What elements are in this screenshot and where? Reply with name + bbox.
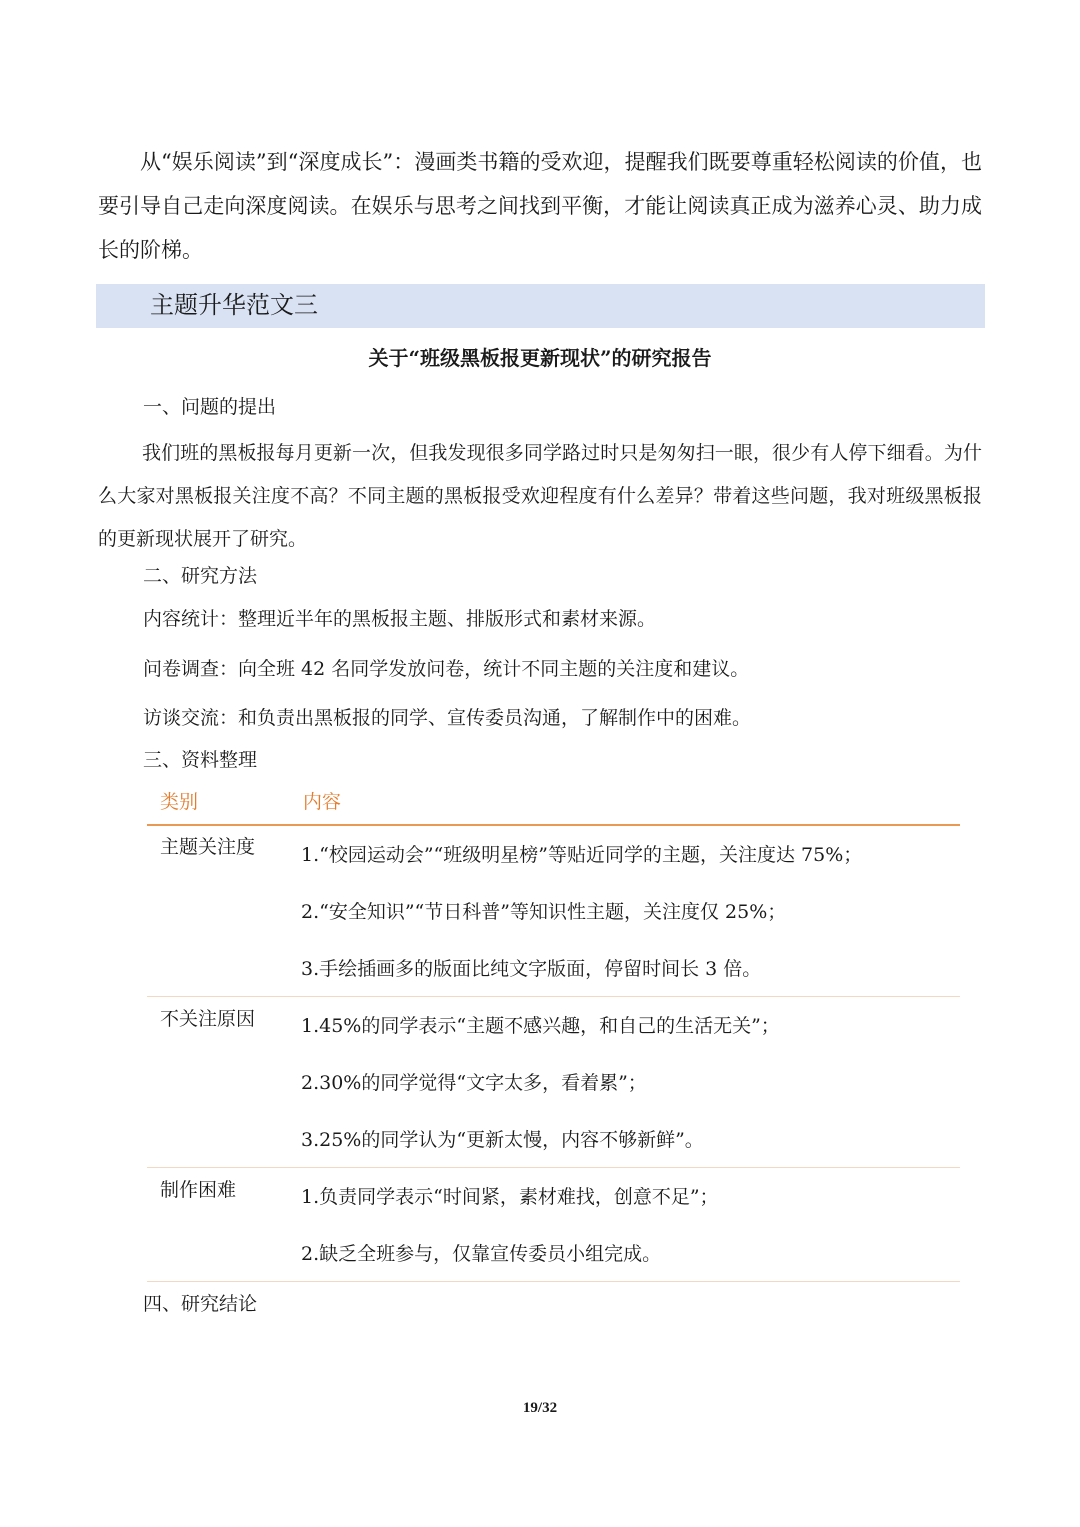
section-heading-method: 二、研究方法: [143, 565, 258, 587]
table-item: 1.“校园运动会”“班级明星榜”等贴近同学的主题，关注度达 75%；: [301, 844, 863, 866]
page-number: 19/32: [522, 1400, 558, 1416]
method-item: 访谈交流：和负责出黑板报的同学、宣传委员沟通，了解制作中的困难。: [143, 707, 752, 729]
table-item: 2.缺乏全班参与，仅靠宣传委员小组完成。: [301, 1243, 662, 1265]
table-item: 1.负责同学表示“时间紧，素材难找，创意不足”；: [301, 1186, 719, 1208]
section-heading-conclusion: 四、研究结论: [143, 1293, 258, 1315]
table-header-rule: [147, 824, 960, 826]
report-title: 关于“班级黑板报更新现状”的研究报告: [368, 346, 712, 370]
section-banner-title: 主题升华范文三: [150, 291, 318, 319]
section-banner: [96, 284, 985, 328]
table-item: 3.手绘插画多的版面比纯文字版面，停留时间长 3 倍。: [301, 958, 762, 980]
method-item: 问卷调查：向全班 42 名同学发放问卷，统计不同主题的关注度和建议。: [143, 658, 750, 680]
section-heading-problem: 一、问题的提出: [143, 396, 277, 418]
table-category: 不关注原因: [160, 1008, 256, 1030]
table-row-divider: [147, 1167, 960, 1168]
table-item: 2.“安全知识”“节日科普”等知识性主题，关注度仅 25%；: [301, 901, 787, 923]
table-header-category: 类别: [160, 791, 199, 813]
problem-paragraph: 我们班的黑板报每月更新一次，但我发现很多同学路过时只是匆匆扫一眼，很少有人停下细看。为什么大家对黑板报关注度不高？不同主题的黑板报受欢迎程度有什么差异？带着这些问题，我对班级黑板报的更新现状展开了研究。: [98, 442, 982, 550]
table-item: 1.45%的同学表示“主题不感兴趣，和自己的生活无关”；: [301, 1015, 780, 1037]
table-bottom-rule: [147, 1281, 960, 1282]
intro-paragraph: 从“娱乐阅读”到“深度成长”：漫画类书籍的受欢迎，提醒我们既要尊重轻松阅读的价值，也要引导自己走向深度阅读。在娱乐与思考之间找到平衡，才能让阅读真正成为滋养心灵、助力成长的阶梯。: [98, 150, 982, 262]
table-category: 主题关注度: [160, 836, 256, 858]
method-item: 内容统计：整理近半年的黑板报主题、排版形式和素材来源。: [143, 608, 657, 630]
table-header-content: 内容: [303, 791, 342, 813]
table-item: 2.30%的同学觉得“文字太多，看着累”；: [301, 1072, 647, 1094]
table-category: 制作困难: [160, 1179, 237, 1201]
table-row-divider: [147, 996, 960, 997]
section-heading-data: 三、资料整理: [143, 749, 258, 771]
table-item: 3.25%的同学认为“更新太慢，内容不够新鲜”。: [301, 1129, 704, 1151]
